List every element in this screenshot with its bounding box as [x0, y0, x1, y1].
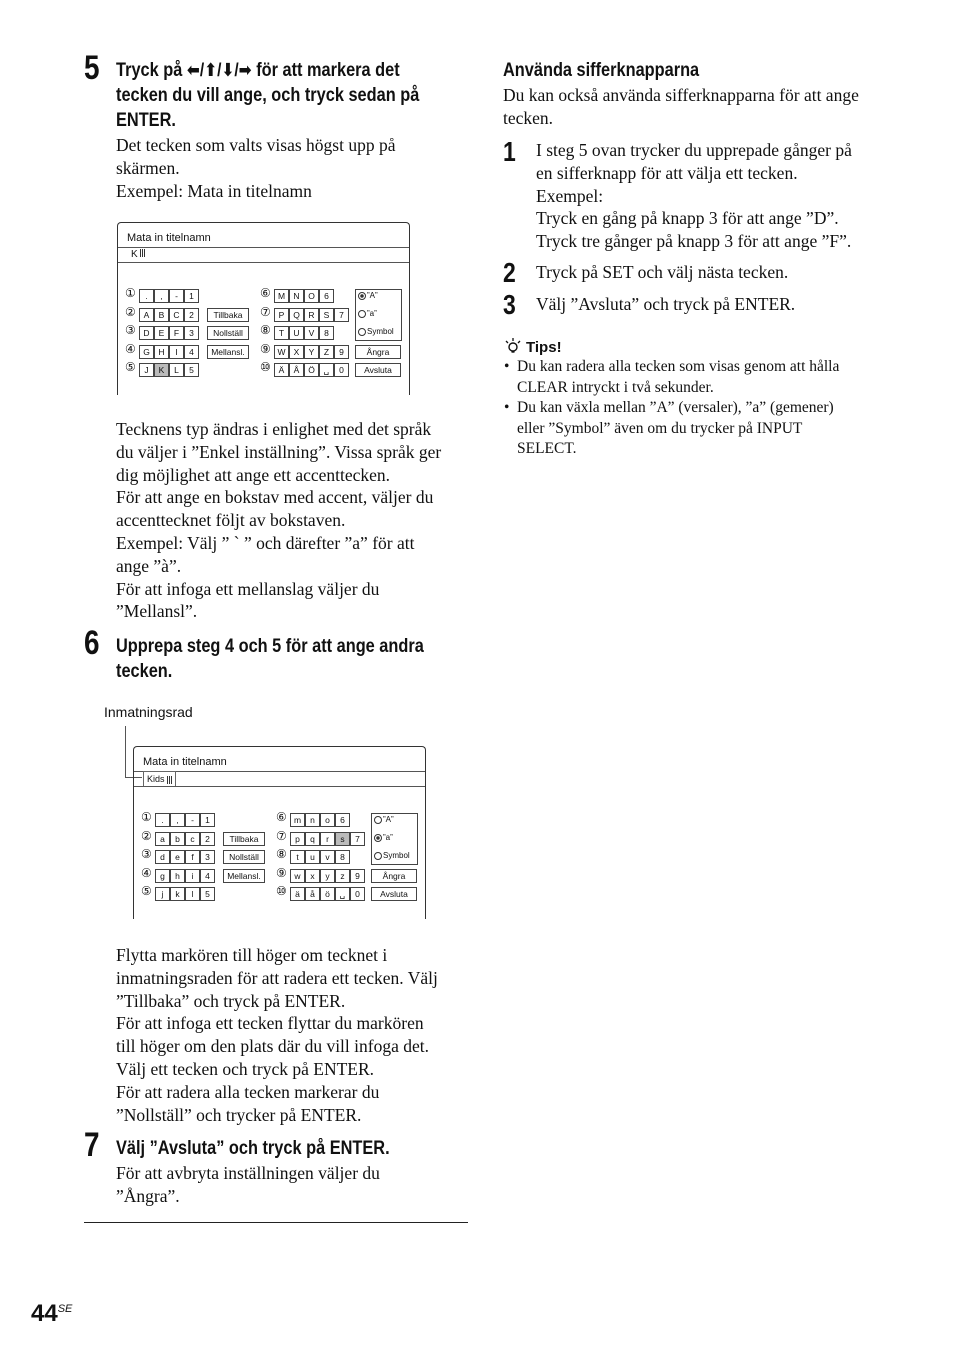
divider — [118, 247, 409, 248]
section-heading: Använda sifferknapparna — [503, 60, 700, 81]
character-key: 9 — [350, 869, 365, 883]
text-line: accenttecknet följt av bokstaven. — [116, 510, 346, 531]
bullet: • — [504, 399, 510, 416]
character-key: 1 — [200, 813, 215, 827]
action-button: Mellansl. — [207, 345, 249, 359]
character-key: 0 — [334, 363, 349, 377]
screen-title: Mata in titelnamn — [127, 232, 211, 244]
character-key: R — [304, 308, 319, 322]
character-key: B — [154, 308, 169, 322]
character-key: , — [170, 813, 185, 827]
radio-icon — [374, 816, 382, 824]
row-number: ⑦ — [276, 828, 287, 843]
character-key: F — [169, 326, 184, 340]
character-key: ä — [290, 887, 305, 901]
row-number: ⑨ — [260, 341, 271, 356]
text-line: För att radera alla tecken markerar du — [116, 1081, 380, 1102]
character-key: 5 — [184, 363, 199, 377]
character-key: W — [274, 345, 289, 359]
character-key: y — [320, 869, 335, 883]
character-key: 6 — [335, 813, 350, 827]
row-number: ① — [141, 810, 152, 824]
text-line: ”Mellansl”. — [116, 601, 198, 622]
text-line: Exempel: Mata in titelnamn — [116, 180, 312, 201]
row-number: ⑥ — [276, 810, 287, 824]
text-line: För att infoga ett mellanslag väljer du — [116, 578, 380, 599]
character-key: g — [155, 869, 170, 883]
action-button: Avsluta — [371, 887, 417, 901]
text-line: För att ange en bokstav med accent, väljer du — [116, 487, 434, 508]
bullet: • — [504, 358, 510, 375]
step-5-heading-part-a: Tryck på — [116, 60, 187, 81]
row-number: ④ — [141, 865, 152, 880]
action-button: Tillbaka — [223, 832, 265, 846]
page-number-suffix: SE — [57, 1303, 73, 1315]
text-line: till höger om den plats där du vill infoga det. — [116, 1036, 429, 1057]
character-key: D — [139, 326, 154, 340]
character-key: , — [154, 289, 169, 303]
character-key: ␣ — [319, 363, 334, 377]
character-key: t — [290, 850, 305, 864]
character-key: P — [274, 308, 289, 322]
step-5-heading-part-b: för att markera det — [251, 60, 400, 81]
character-key: m — [290, 813, 305, 827]
radio-icon — [374, 834, 382, 842]
text-line: ”Ångra”. — [116, 1185, 180, 1206]
character-key: p — [290, 832, 305, 846]
step-7-number: 7 — [84, 1126, 100, 1164]
action-button: Nollställ — [223, 850, 265, 864]
step-6-heading — [116, 634, 424, 684]
heading-line: Upprepa steg 4 och 5 för att ange andra — [116, 636, 424, 657]
character-key: N — [289, 289, 304, 303]
character-key: 3 — [200, 850, 215, 864]
text-line: Exempel: — [536, 185, 604, 206]
action-button: Ångra — [355, 345, 401, 359]
tips-header — [504, 337, 562, 357]
character-key: 9 — [334, 345, 349, 359]
text-line: inmatningsraden för att radera ett tecken. Välj — [116, 967, 438, 988]
character-key: J — [139, 363, 154, 377]
lightbulb-icon — [504, 337, 522, 355]
text-line: tecken. — [503, 107, 554, 128]
case-radio — [358, 291, 378, 301]
sub-step-1-text — [536, 139, 852, 253]
step-5-heading — [116, 58, 419, 133]
row-number: ④ — [125, 341, 136, 356]
text-line: dig möjlighet att ange ett accenttecken. — [116, 464, 391, 485]
step-5-heading-line3: ENTER. — [116, 110, 176, 131]
radio-label: ”a” — [367, 309, 377, 318]
character-key: o — [320, 813, 335, 827]
row-number: ③ — [125, 323, 136, 337]
tip-item — [504, 357, 884, 398]
character-key: s — [335, 832, 350, 846]
divider — [134, 771, 425, 772]
callout-line — [125, 726, 126, 778]
character-key: ␣ — [335, 887, 350, 901]
character-key: c — [185, 832, 200, 846]
sub-step-1-number: 1 — [503, 136, 516, 167]
radio-icon — [358, 328, 366, 336]
character-key: u — [305, 850, 320, 864]
character-key: V — [304, 326, 319, 340]
text-line: Tryck en gång på knapp 3 för att ange ”D”. — [536, 208, 839, 229]
character-key: 3 — [184, 326, 199, 340]
character-key: 4 — [184, 345, 199, 359]
character-key: ö — [320, 887, 335, 901]
character-key: v — [320, 850, 335, 864]
character-key: l — [185, 887, 200, 901]
character-key: 7 — [350, 832, 365, 846]
character-key: C — [169, 308, 184, 322]
character-key: . — [139, 289, 154, 303]
case-radio — [358, 327, 394, 337]
arrow-keys-icon: ⬅/⬆/⬇/➡ — [186, 60, 252, 80]
text-line: För att infoga ett tecken flyttar du markören — [116, 1013, 424, 1034]
character-key: e — [170, 850, 185, 864]
text-line: Tryck tre gånger på knapp 3 för att ange ”F”. — [536, 231, 852, 252]
tip-item — [504, 398, 884, 460]
sub-step-2-number: 2 — [503, 257, 516, 288]
character-key: d — [155, 850, 170, 864]
text-line: SELECT. — [517, 440, 577, 457]
step-5-explanation — [116, 418, 441, 623]
radio-label: Symbol — [367, 327, 394, 336]
character-key: U — [289, 326, 304, 340]
character-key: Ö — [304, 363, 319, 377]
text-line: Flytta markören till höger om tecknet i — [116, 945, 388, 965]
character-key: O — [304, 289, 319, 303]
character-key: L — [169, 363, 184, 377]
character-key: z — [335, 869, 350, 883]
step-5-body — [116, 134, 395, 202]
radio-icon — [374, 852, 382, 860]
tips-list — [504, 357, 884, 460]
step-7-body — [116, 1162, 380, 1208]
step-5-number: 5 — [84, 49, 100, 87]
character-key: b — [170, 832, 185, 846]
character-key: Q — [289, 308, 304, 322]
character-key: a — [155, 832, 170, 846]
character-key: - — [185, 813, 200, 827]
character-key: 0 — [350, 887, 365, 901]
text-line: ”Tillbaka” och tryck på ENTER. — [116, 990, 346, 1011]
character-key: n — [305, 813, 320, 827]
input-text: K — [131, 249, 138, 260]
tips-label: Tips! — [526, 339, 562, 356]
row-number: ⑤ — [125, 360, 136, 374]
row-number: ① — [125, 286, 136, 300]
character-key: 8 — [319, 326, 334, 340]
case-radio — [358, 309, 377, 319]
character-key: I — [169, 345, 184, 359]
radio-label: ”a” — [383, 833, 393, 842]
character-key: . — [155, 813, 170, 827]
character-key: - — [169, 289, 184, 303]
sub-step-3-text: Välj ”Avsluta” och tryck på ENTER. — [536, 294, 796, 314]
row-number: ③ — [141, 847, 152, 861]
character-key: H — [154, 345, 169, 359]
sub-step-2-text: Tryck på SET och välj nästa tecken. — [536, 262, 789, 282]
character-key: 2 — [200, 832, 215, 846]
character-key: r — [320, 832, 335, 846]
radio-icon — [358, 310, 366, 318]
text-line: CLEAR intryckt i två sekunder. — [517, 378, 714, 396]
step-7-heading: Välj ”Avsluta” och tryck på ENTER. — [116, 1138, 390, 1159]
radio-label: ”A” — [383, 815, 394, 824]
text-line: För att avbryta inställningen väljer du — [116, 1163, 380, 1183]
input-text: Kids — [147, 774, 165, 784]
row-number: ⑧ — [276, 847, 287, 861]
text-line: Tecknens typ ändras i enlighet med det språk — [116, 419, 432, 439]
row-number: ② — [125, 304, 136, 319]
character-key: 2 — [184, 308, 199, 322]
character-key: Ä — [274, 363, 289, 377]
screen-mockup-uppercase — [117, 222, 410, 395]
page-number-value: 44 — [31, 1300, 58, 1327]
text-line: en sifferknapp för att välja ett tecken. — [536, 162, 798, 183]
text-line: ”Nollställ” och trycker på ENTER. — [116, 1104, 362, 1125]
text-line: eller ”Symbol” även om du trycker på INPUT — [517, 419, 803, 437]
character-key: E — [154, 326, 169, 340]
row-number: ⑧ — [260, 323, 271, 337]
character-key: 4 — [200, 869, 215, 883]
radio-label: ”A” — [367, 291, 378, 300]
input-line — [131, 249, 145, 260]
character-key: A — [139, 308, 154, 322]
row-number: ⑦ — [260, 304, 271, 319]
character-key: 1 — [184, 289, 199, 303]
character-key: T — [274, 326, 289, 340]
action-button: Tillbaka — [207, 308, 249, 322]
character-key: Z — [319, 345, 334, 359]
action-button: Ångra — [371, 869, 417, 883]
radio-label: Symbol — [383, 851, 410, 860]
page-number — [31, 1300, 72, 1328]
character-key: i — [185, 869, 200, 883]
case-radio — [374, 815, 394, 825]
text-line: skärmen. — [116, 157, 180, 178]
character-key: S — [319, 308, 334, 322]
text-line: Du kan växla mellan ”A” (versaler), ”a” (gemener) — [517, 399, 834, 416]
step-6-explanation — [116, 944, 438, 1126]
case-radio — [374, 851, 410, 861]
character-key: x — [305, 869, 320, 883]
radio-icon — [358, 292, 366, 300]
character-key: Å — [289, 363, 304, 377]
heading-line: tecken. — [116, 661, 173, 682]
divider — [118, 262, 409, 263]
character-key: M — [274, 289, 289, 303]
character-key: q — [305, 832, 320, 846]
character-key: å — [305, 887, 320, 901]
character-key: k — [170, 887, 185, 901]
sub-step-3-number: 3 — [503, 289, 516, 320]
row-number: ⑩ — [260, 360, 271, 374]
character-key: 7 — [334, 308, 349, 322]
row-number: ⑤ — [141, 884, 152, 898]
character-key: f — [185, 850, 200, 864]
character-key: j — [155, 887, 170, 901]
action-button: Avsluta — [355, 363, 401, 377]
row-number: ⑥ — [260, 286, 271, 300]
text-line: Exempel: Välj ” ` ” och därefter ”a” för att — [116, 532, 415, 553]
text-line: du väljer i ”Enkel inställning”. Vissa språk ger — [116, 441, 442, 462]
text-line: Välj ett tecken och tryck på ENTER. — [116, 1058, 375, 1079]
text-cursor — [167, 776, 172, 784]
step-5-heading-line2: tecken du vill ange, och tryck sedan på — [116, 85, 420, 106]
action-button: Nollställ — [207, 326, 249, 340]
character-key: X — [289, 345, 304, 359]
text-cursor — [140, 249, 145, 257]
section-intro — [503, 84, 859, 130]
character-key: 8 — [335, 850, 350, 864]
column-end-rule — [84, 1222, 468, 1223]
character-key: 5 — [200, 887, 215, 901]
character-key: w — [290, 869, 305, 883]
text-line: I steg 5 ovan trycker du upprepade gånger på — [536, 140, 852, 160]
character-key: G — [139, 345, 154, 359]
action-button: Mellansl. — [223, 869, 265, 883]
text-line: Det tecken som valts visas högst upp på — [116, 135, 396, 155]
screen-title: Mata in titelnamn — [143, 756, 227, 768]
step-6-number: 6 — [84, 624, 100, 662]
character-key: 6 — [319, 289, 334, 303]
text-line: Du kan radera alla tecken som visas genom att hålla — [517, 358, 840, 375]
row-number: ⑩ — [276, 884, 287, 898]
character-key: K — [154, 363, 169, 377]
character-key: h — [170, 869, 185, 883]
input-row-highlight — [143, 771, 176, 787]
text-line: ange ”à”. — [116, 555, 182, 576]
text-line: Du kan också använda sifferknapparna för att ange — [503, 85, 859, 105]
input-row-callout: Inmatningsrad — [104, 704, 193, 720]
divider — [134, 786, 425, 787]
screen-mockup-lowercase — [133, 746, 426, 919]
case-radio — [374, 833, 393, 843]
character-key: Y — [304, 345, 319, 359]
row-number: ② — [141, 828, 152, 843]
row-number: ⑨ — [276, 865, 287, 880]
